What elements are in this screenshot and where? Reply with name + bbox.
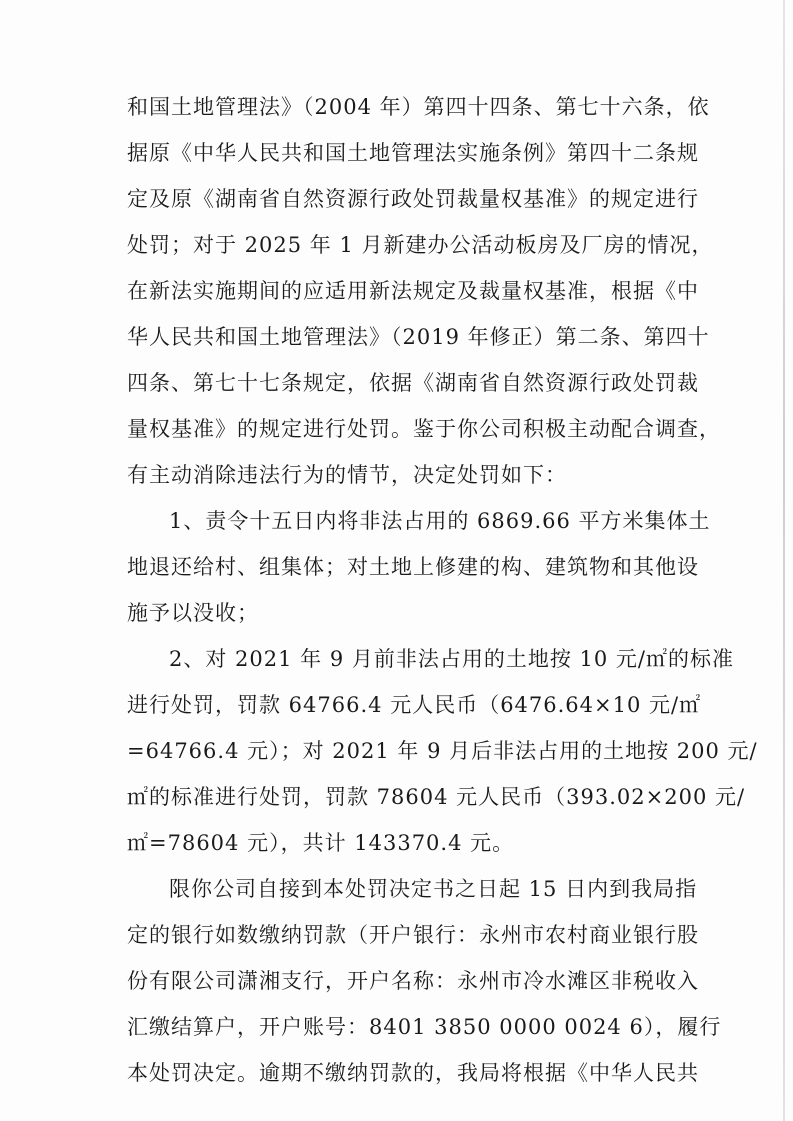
text-line: =64766.4 元）；对 2021 年 9 月后非法占用的土地按 200 元/ bbox=[127, 739, 758, 763]
text-line: 有主动消除违法行为的情节，决定处罚如下： bbox=[127, 463, 567, 487]
text-line: 进行处罚，罚款 64766.4 元人民币（6476.64×10 元/㎡ bbox=[127, 693, 702, 717]
text-line: 定及原《湖南省自然资源行政处罚裁量权基准》的规定进行 bbox=[127, 187, 699, 211]
text-line: 在新法实施期间的应适用新法规定及裁量权基准，根据《中 bbox=[127, 279, 699, 303]
text-line: 定的银行如数缴纳罚款（开户银行：永州市农村商业银行股 bbox=[127, 923, 699, 947]
text-line: 华人民共和国土地管理法》（2019 年修正）第二条、第四十 bbox=[127, 325, 710, 349]
text-line: 量权基准》的规定进行处罚。鉴于你公司积极主动配合调查， bbox=[127, 417, 721, 441]
text-line: 和国土地管理法》（2004 年）第四十四条、第七十六条，依 bbox=[127, 95, 710, 119]
text-line: 地退还给村、组集体；对土地上修建的构、建筑物和其他设 bbox=[127, 555, 699, 579]
numbered-item-1: 1、责令十五日内将非法占用的 6869.66 平方米集体土 bbox=[169, 509, 711, 533]
paragraph-start: 限你公司自接到本处罚决定书之日起 15 日内到我局指 bbox=[169, 877, 698, 901]
numbered-item-2: 2、对 2021 年 9 月前非法占用的土地按 10 元/㎡的标准 bbox=[169, 647, 735, 671]
text-line: 处罚；对于 2025 年 1 月新建办公活动板房及厂房的情况， bbox=[127, 233, 714, 257]
scan-edge-divider bbox=[783, 0, 785, 1121]
text-line: 份有限公司潇湘支行，开户名称：永州市冷水滩区非税收入 bbox=[127, 969, 699, 993]
text-line: 据原《中华人民共和国土地管理法实施条例》第四十二条规 bbox=[127, 141, 699, 165]
text-line: 施予以没收； bbox=[127, 601, 259, 625]
text-line: ㎡的标准进行处罚，罚款 78604 元人民币（393.02×200 元/ bbox=[127, 785, 746, 809]
text-line: 汇缴结算户，开户账号：8401 3850 0000 0024 6），履行 bbox=[127, 1015, 722, 1039]
text-line: 四条、第七十七条规定，依据《湖南省自然资源行政处罚裁 bbox=[127, 371, 699, 395]
text-line: ㎡=78604 元），共计 143370.4 元。 bbox=[127, 831, 515, 855]
text-line: 本处罚决定。逾期不缴纳罚款的，我局将根据《中华人民共 bbox=[127, 1061, 699, 1085]
